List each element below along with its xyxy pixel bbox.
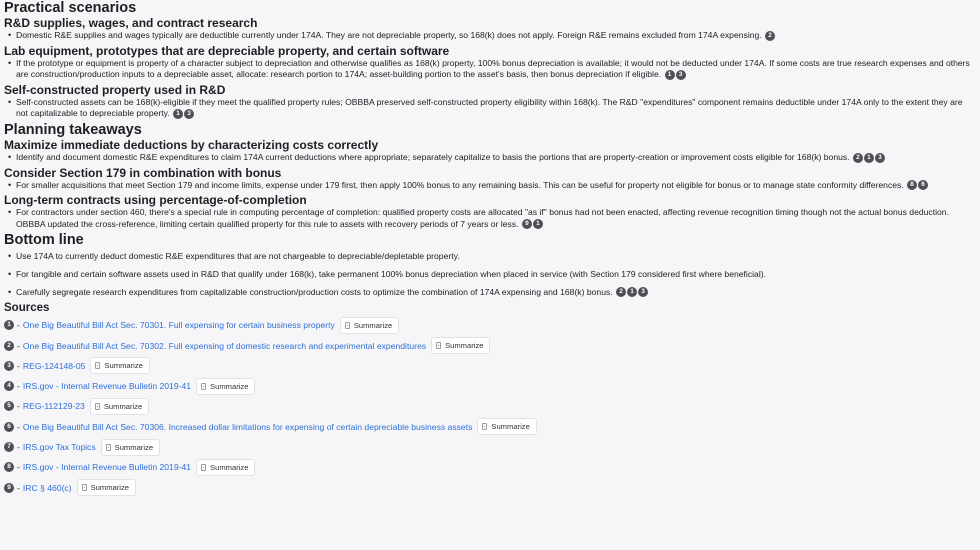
summarize-button[interactable]	[196, 459, 255, 476]
summarize-label: Summarize	[114, 442, 154, 452]
summarize-button[interactable]	[101, 439, 160, 456]
source-number-badge: 6	[4, 422, 14, 432]
citation-badge[interactable]: 3	[875, 153, 885, 163]
source-link[interactable]: IRS.gov - Internal Revenue Bulletin 2019-41	[22, 462, 192, 473]
source-link[interactable]: REG-124148-05	[22, 360, 86, 371]
document-icon	[95, 403, 100, 410]
citation-badge[interactable]: 1	[533, 219, 543, 229]
document-icon	[82, 484, 87, 491]
source-number-badge: 7	[4, 442, 14, 452]
bullet-text: Use 174A to currently deduct domestic R&E expenditures that are not chargeable to depreciable/depletable property.	[16, 251, 460, 262]
bullet-text: For tangible and certain software assets used in R&D that qualify under 168(k), take permanent 100% bonus depreciation when placed in service (with Section 179 considered first where beneficial).	[16, 268, 766, 279]
planning-takeaways-heading: Planning takeaways	[4, 121, 142, 138]
takeaway-heading: Long-term contracts using percentage-of-completion	[4, 193, 307, 208]
source-dash: -	[17, 360, 20, 371]
bottom-line-heading: Bottom line	[4, 232, 84, 249]
document-icon	[95, 362, 100, 369]
source-link[interactable]: One Big Beautiful Bill Act Sec. 70302. Full expensing of domestic research and experimental expenditures	[22, 340, 427, 351]
source-item	[4, 356, 974, 376]
citation-badge[interactable]: 3	[676, 70, 686, 80]
bullet-list	[4, 30, 974, 42]
source-number-badge: 8	[4, 462, 14, 472]
summarize-button[interactable]	[90, 398, 149, 415]
source-link[interactable]: REG-112129-23	[22, 401, 85, 412]
source-link[interactable]: IRS.gov - Internal Revenue Bulletin 2019-41	[22, 381, 192, 392]
bullet-list	[4, 97, 974, 120]
bullet-text: Identify and document domestic R&E expenditures to claim 174A current deductions where appropriate; separately capitalize to basis the portions that are property-creation or improvement costs eligible for 168(k) bonus.	[16, 151, 850, 162]
citation-badge[interactable]: 1	[627, 287, 637, 297]
summarize-label: Summarize	[104, 361, 143, 371]
summarize-button[interactable]	[340, 317, 399, 334]
bullet-item	[4, 97, 974, 120]
source-number-badge: 3	[4, 361, 14, 371]
bullet-item	[4, 58, 974, 81]
source-dash: -	[17, 462, 20, 473]
bullet-list	[4, 152, 974, 164]
document-icon	[201, 464, 206, 471]
practical-scenarios-section	[4, 16, 974, 120]
takeaway-heading: Maximize immediate deductions by characterizing costs correctly	[4, 137, 379, 152]
citation-badge[interactable]: 3	[184, 109, 194, 119]
citation-badge[interactable]: 6	[918, 180, 928, 190]
source-dash: -	[17, 340, 20, 351]
citation-badge[interactable]: 9	[522, 219, 532, 229]
citation-badge[interactable]: 1	[864, 153, 874, 163]
citation-badge[interactable]: 8	[907, 180, 917, 190]
summarize-label: Summarize	[210, 381, 249, 391]
citation-badge[interactable]: 2	[765, 31, 775, 41]
summarize-label: Summarize	[353, 320, 393, 330]
citation-badge[interactable]: 2	[616, 287, 626, 297]
document-icon	[482, 423, 487, 430]
sources-heading: Sources	[4, 302, 50, 315]
source-dash: -	[17, 401, 20, 412]
source-link[interactable]: One Big Beautiful Bill Act Sec. 70301. Full expensing for certain business property	[22, 320, 335, 331]
source-item	[4, 315, 974, 335]
source-dash: -	[17, 442, 20, 453]
source-item	[4, 457, 974, 477]
bullet-list	[4, 180, 974, 192]
bullet-text: Domestic R&E supplies and wages typically are deductible currently under 174A. They are not depreciable property, so 168(k) does not apply. Foreign R&E remains excluded from 174A expensing.	[16, 30, 762, 40]
scenario-heading: Lab equipment, prototypes that are depreciable property, and certain software	[4, 43, 450, 58]
bullet-text: Carefully segregate research expenditures from capitalizable construction/production costs to optimize the combination of 174A expensing and 168(k) bonus.	[16, 286, 613, 297]
takeaway-heading: Consider Section 179 in combination with bonus	[4, 165, 282, 180]
summarize-button[interactable]	[90, 357, 149, 374]
summarize-label: Summarize	[445, 341, 484, 351]
source-item	[4, 478, 974, 498]
bullet-list	[4, 58, 974, 81]
summarize-button[interactable]	[477, 418, 536, 435]
sources-list	[4, 315, 974, 498]
practical-scenarios-heading: Practical scenarios	[4, 0, 137, 16]
document-icon	[106, 444, 111, 451]
bullet-item	[4, 251, 974, 263]
scenario-heading: Self-constructed property used in R&D	[4, 82, 226, 97]
source-dash: -	[17, 381, 20, 392]
citation-badge[interactable]: 1	[173, 109, 183, 119]
summarize-label: Summarize	[90, 483, 129, 493]
summarize-label: Summarize	[491, 422, 530, 432]
summarize-label: Summarize	[210, 462, 249, 472]
summarize-button[interactable]	[77, 479, 136, 496]
citation-badge[interactable]: 3	[638, 287, 648, 297]
bottom-line-list	[4, 251, 974, 298]
document-icon	[436, 342, 441, 349]
source-item	[4, 417, 974, 437]
source-item	[4, 376, 974, 396]
source-link[interactable]: IRS.gov Tax Topics	[22, 442, 96, 453]
source-number-badge: 2	[4, 341, 14, 351]
summarize-button[interactable]	[431, 337, 490, 354]
source-item	[4, 335, 974, 355]
source-number-badge: 5	[4, 401, 14, 411]
bullet-item	[4, 269, 974, 281]
source-link[interactable]: IRC § 460(c)	[22, 482, 72, 493]
bullet-text: For smaller acquisitions that meet Section 179 and income limits, expense under 179 first, then apply 100% bonus to any remaining basis. This can be useful for property not eligible for bonus or to manage state conformity differences.	[16, 179, 904, 190]
bullet-item	[4, 30, 974, 42]
document-icon	[345, 322, 350, 329]
citation-badge[interactable]: 2	[853, 153, 863, 163]
document-icon	[201, 383, 206, 390]
source-number-badge: 1	[4, 320, 14, 330]
summarize-button[interactable]	[196, 378, 255, 395]
bullet-text: For contractors under section 460, there's a special rule in computing percentage of completion: qualified property costs are allocated "as if" bonus had not been enacted, affecting revenue recognition timing though not the actual bonus deduction. OBBBA updated the cross-reference, limiting certain qualified property for this rule to assets with recovery periods of 7 years or less.	[16, 207, 949, 229]
bullet-item	[4, 207, 974, 230]
source-number-badge: 4	[4, 381, 14, 391]
scenario-heading: R&D supplies, wages, and contract research	[4, 16, 258, 30]
bullet-text: If the prototype or equipment is property of a character subject to depreciation and otherwise qualifies as 168(k) property, 100% bonus depreciation is available; it would not be deducted under 174A. If some costs are true research expenses and others are construction/production inputs to a depreciable asset, allocate: research portion to 174A; asset-building portion to the asset's basis, then bonus depreciation if eligible.	[16, 57, 970, 80]
planning-takeaways-section	[4, 138, 974, 230]
bullet-item	[4, 152, 974, 164]
bullet-item	[4, 180, 974, 192]
bullet-item	[4, 287, 974, 299]
citation-badge[interactable]: 1	[665, 70, 675, 80]
source-link[interactable]: One Big Beautiful Bill Act Sec. 70306. Increased dollar limitations for expensing of certain depreciable business assets	[22, 421, 473, 432]
summarize-label: Summarize	[103, 401, 143, 411]
source-dash: -	[17, 320, 20, 331]
bullet-text: Self-constructed assets can be 168(k)-eligible if they meet the qualified property rules; OBBBA preserved self-constructed property eligibility within 168(k). The R&D "expenditures" component remains deductible under 174A only to the extent they are not capitalizable to depreciable property.	[16, 96, 963, 119]
source-dash: -	[17, 421, 20, 432]
bullet-list	[4, 207, 974, 230]
source-dash: -	[17, 482, 20, 493]
source-number-badge: 9	[4, 483, 14, 493]
source-item	[4, 396, 974, 416]
source-item	[4, 437, 974, 457]
